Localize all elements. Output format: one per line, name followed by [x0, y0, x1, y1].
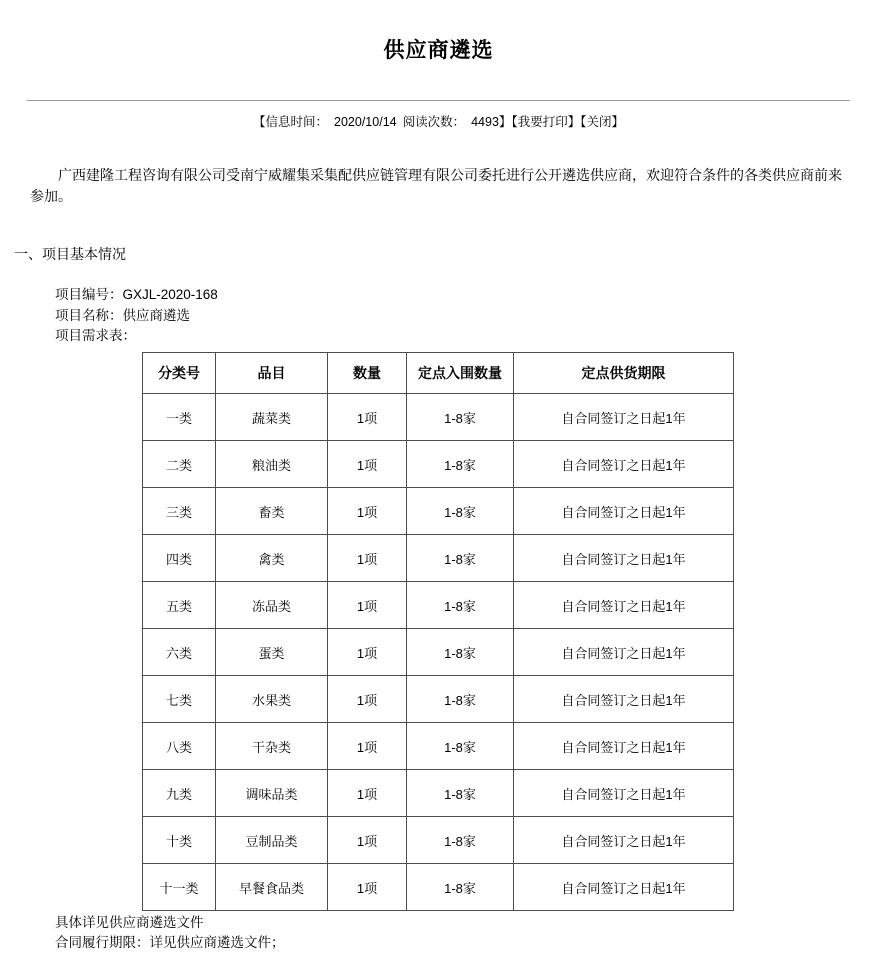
cell-category-no: 五类 — [143, 582, 216, 629]
table-row — [143, 535, 734, 582]
cell-supply-term: 自合同签订之日起1年 — [514, 582, 734, 629]
footer-note-line-1: 具体详见供应商遴选文件 — [55, 915, 204, 931]
cell-supply-term: 自合同签订之日起1年 — [514, 629, 734, 676]
cell-item: 畜类 — [216, 488, 328, 535]
cell-quantity: 1项 — [328, 535, 407, 582]
cell-shortlist-count: 1-8家 — [407, 864, 514, 911]
document-page — [0, 14, 877, 952]
cell-supply-term: 自合同签订之日起1年 — [514, 488, 734, 535]
project-number-line — [55, 285, 877, 306]
cell-item: 豆制品类 — [216, 817, 328, 864]
project-info-block — [0, 261, 877, 348]
table-header-row — [143, 353, 734, 394]
table-head — [143, 353, 734, 394]
cell-category-no: 一类 — [143, 394, 216, 441]
requirement-table — [142, 352, 734, 911]
cell-quantity: 1项 — [328, 676, 407, 723]
cell-category-no: 九类 — [143, 770, 216, 817]
col-header-category-no: 分类号 — [143, 353, 216, 394]
cell-category-no: 三类 — [143, 488, 216, 535]
cell-shortlist-count: 1-8家 — [407, 676, 514, 723]
cell-supply-term: 自合同签订之日起1年 — [514, 770, 734, 817]
cell-supply-term: 自合同签订之日起1年 — [514, 676, 734, 723]
col-header-item: 品目 — [216, 353, 328, 394]
col-header-quantity: 数量 — [328, 353, 407, 394]
cell-quantity: 1项 — [328, 488, 407, 535]
cell-item: 蛋类 — [216, 629, 328, 676]
table-row — [143, 676, 734, 723]
cell-shortlist-count: 1-8家 — [407, 441, 514, 488]
requirement-table-wrap — [0, 347, 877, 911]
cell-category-no: 八类 — [143, 723, 216, 770]
cell-shortlist-count: 1-8家 — [407, 629, 514, 676]
cell-item: 调味品类 — [216, 770, 328, 817]
table-body — [143, 394, 734, 911]
table-row — [143, 817, 734, 864]
cell-supply-term: 自合同签订之日起1年 — [514, 864, 734, 911]
col-header-shortlist-count: 定点入围数量 — [407, 353, 514, 394]
cell-quantity: 1项 — [328, 629, 407, 676]
table-row — [143, 723, 734, 770]
project-number-value: GXJL-2020-168 — [122, 286, 218, 302]
cell-quantity: 1项 — [328, 394, 407, 441]
cell-supply-term: 自合同签订之日起1年 — [514, 394, 734, 441]
close-link[interactable]: 【关闭】 — [580, 115, 624, 130]
cell-quantity: 1项 — [328, 864, 407, 911]
cell-category-no: 七类 — [143, 676, 216, 723]
table-row — [143, 770, 734, 817]
views-label: 阅读次数： — [402, 115, 466, 130]
cell-shortlist-count: 1-8家 — [407, 488, 514, 535]
cell-quantity: 1项 — [328, 723, 407, 770]
cell-quantity: 1项 — [328, 582, 407, 629]
views-value: 4493 — [471, 115, 499, 130]
meta-close-bracket: 】 — [498, 115, 512, 130]
intro-paragraph: 广西建隆工程咨询有限公司受南宁威耀集采集配供应链管理有限公司委托进行公开遴选供应商，欢迎符合条件的各类供应商前来参加。 — [30, 166, 842, 204]
cell-category-no: 六类 — [143, 629, 216, 676]
cell-item: 干杂类 — [216, 723, 328, 770]
col-header-supply-term: 定点供货期限 — [514, 353, 734, 394]
cell-item: 蔬菜类 — [216, 394, 328, 441]
page-title: 供应商遴选 — [383, 39, 494, 63]
cell-shortlist-count: 1-8家 — [407, 723, 514, 770]
info-time-label: 【信息时间： — [253, 115, 329, 130]
project-name-label: 项目名称： — [55, 307, 123, 323]
meta-info-line — [0, 101, 877, 129]
cell-quantity: 1项 — [328, 817, 407, 864]
project-number-label: 项目编号： — [55, 286, 123, 302]
cell-supply-term: 自合同签订之日起1年 — [514, 723, 734, 770]
table-row — [143, 629, 734, 676]
cell-shortlist-count: 1-8家 — [407, 394, 514, 441]
cell-quantity: 1项 — [328, 770, 407, 817]
cell-shortlist-count: 1-8家 — [407, 582, 514, 629]
print-link[interactable]: 【我要打印】 — [511, 115, 581, 130]
table-row — [143, 864, 734, 911]
requirement-table-label: 项目需求表： — [55, 328, 136, 344]
project-name-value: 供应商遴选 — [122, 307, 190, 323]
cell-category-no: 十类 — [143, 817, 216, 864]
cell-item: 禽类 — [216, 535, 328, 582]
cell-supply-term: 自合同签订之日起1年 — [514, 441, 734, 488]
table-row — [143, 488, 734, 535]
footer-note-line-2: 合同履行期限：详见供应商遴选文件； — [55, 934, 285, 950]
cell-item: 早餐食品类 — [216, 864, 328, 911]
footer-notes — [0, 911, 877, 952]
cell-category-no: 十一类 — [143, 864, 216, 911]
project-name-line — [55, 306, 877, 327]
cell-item: 冻品类 — [216, 582, 328, 629]
info-time-value: 2020/10/14 — [334, 115, 397, 130]
cell-supply-term: 自合同签订之日起1年 — [514, 535, 734, 582]
title-divider-wrap — [0, 75, 877, 101]
cell-item: 水果类 — [216, 676, 328, 723]
cell-category-no: 四类 — [143, 535, 216, 582]
section-heading-project-basics: 一、项目基本情况 — [14, 245, 126, 262]
table-row — [143, 441, 734, 488]
cell-shortlist-count: 1-8家 — [407, 535, 514, 582]
cell-shortlist-count: 1-8家 — [407, 770, 514, 817]
cell-shortlist-count: 1-8家 — [407, 817, 514, 864]
table-row — [143, 394, 734, 441]
cell-item: 粮油类 — [216, 441, 328, 488]
table-row — [143, 582, 734, 629]
cell-category-no: 二类 — [143, 441, 216, 488]
cell-quantity: 1项 — [328, 441, 407, 488]
cell-supply-term: 自合同签订之日起1年 — [514, 817, 734, 864]
